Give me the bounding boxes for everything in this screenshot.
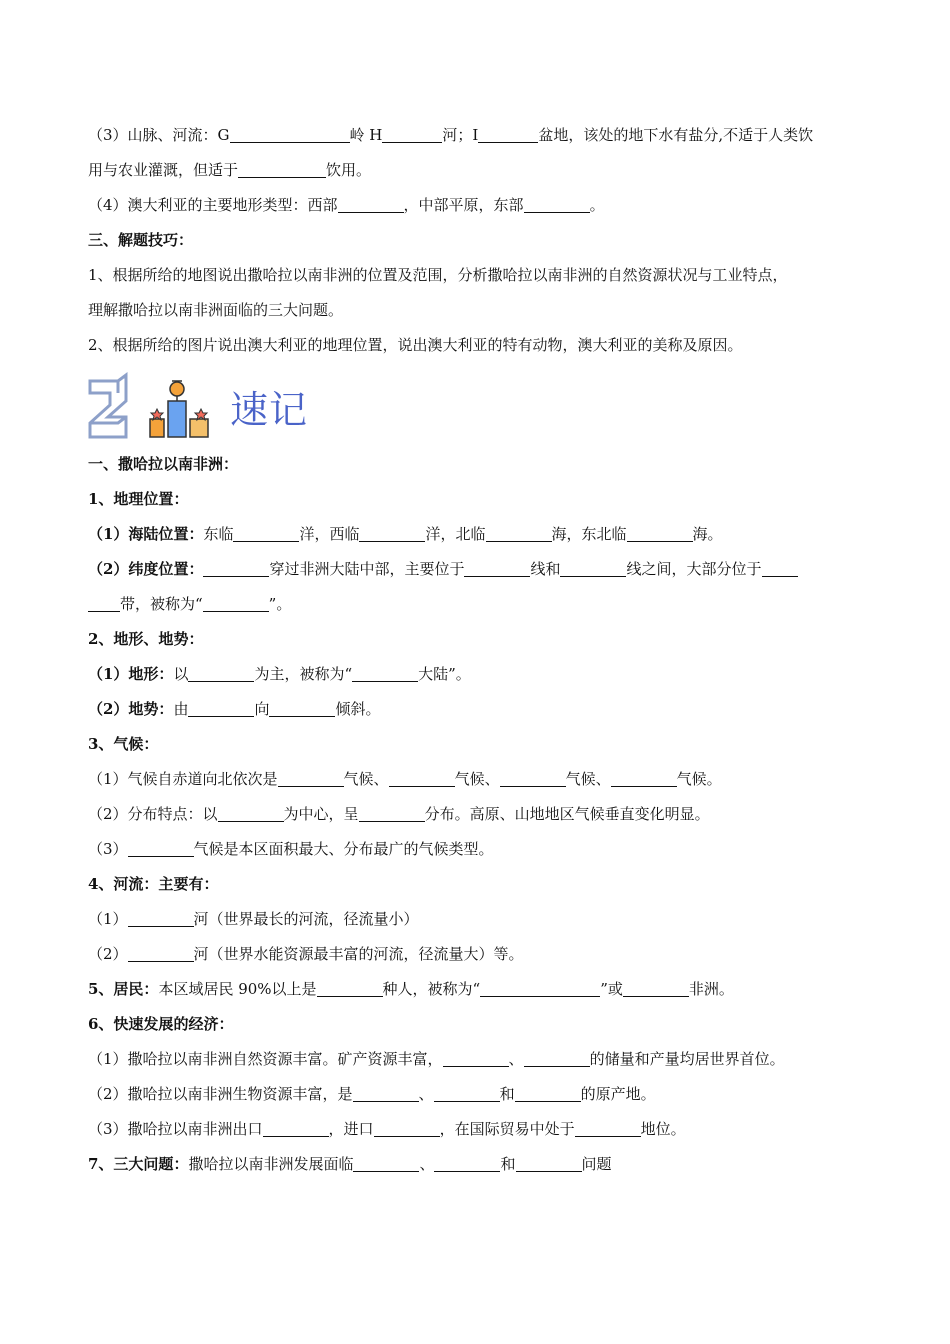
blank[interactable] — [434, 1153, 500, 1172]
river-2: （2） 河（世界水能资源最丰富的河流，径流量大）等。 — [88, 945, 524, 963]
blank[interactable] — [560, 558, 626, 577]
subheading-location: 1、地理位置： — [88, 490, 189, 508]
subheading-rivers: 4、河流：主要有： — [88, 875, 219, 893]
blank[interactable] — [762, 558, 798, 577]
podium-icon — [88, 371, 228, 441]
blank[interactable] — [486, 523, 552, 542]
blank[interactable] — [203, 593, 269, 612]
residents-line: 5、居民：本区域居民 90%以上是 种人，被称为“ ”或 非洲。 — [88, 980, 734, 998]
river-1: （1） 河（世界最长的河流，径流量小） — [88, 910, 419, 928]
blank[interactable] — [443, 1048, 509, 1067]
location-sea-land: （1）海陆位置：东临 洋，西临 洋，北临 海，东北临 海。 — [88, 525, 723, 543]
blank[interactable] — [230, 124, 350, 143]
tips-heading: 三、解题技巧： — [88, 231, 194, 249]
blank[interactable] — [269, 698, 335, 717]
logo-text: 速记 — [230, 388, 309, 432]
blank[interactable] — [128, 943, 194, 962]
blank[interactable] — [233, 523, 299, 542]
subheading-terrain: 2、地形、地势： — [88, 630, 204, 648]
blank[interactable] — [389, 768, 455, 787]
blank[interactable] — [464, 558, 530, 577]
economy-minerals: （1）撒哈拉以南非洲自然资源丰富。矿产资源丰富， 、 的储量和产量均居世界首位。 — [88, 1050, 785, 1068]
blank[interactable] — [524, 194, 590, 213]
economy-biology: （2）撒哈拉以南非洲生物资源丰富，是 、 和 的原产地。 — [88, 1085, 656, 1103]
blank[interactable] — [353, 1153, 419, 1172]
blank[interactable] — [515, 1083, 581, 1102]
blank[interactable] — [575, 1118, 641, 1137]
mountain-river-line-cont: 用与农业灌溉，但适于 饮用。 — [88, 161, 372, 179]
blank[interactable] — [359, 523, 425, 542]
section-heading: 一、撒哈拉以南非洲： — [88, 455, 239, 473]
quick-notes-logo — [88, 371, 878, 441]
landform-line: （4）澳大利亚的主要地形类型：西部 ，中部平原，东部 。 — [88, 196, 605, 214]
blank[interactable] — [524, 1048, 590, 1067]
climate-largest: （3） 气候是本区面积最大、分布最广的气候类型。 — [88, 840, 494, 858]
tips-paragraph-1: 1、根据所给的地图说出撒哈拉以南非洲的位置及范围，分析撒哈拉以南非洲的自然资源状况与工业特点， — [88, 266, 788, 284]
blank[interactable] — [374, 1118, 440, 1137]
climate-distribution: （2）分布特点：以 为中心，呈 分布。高原、山地地区气候垂直变化明显。 — [88, 805, 710, 823]
blank[interactable] — [128, 838, 194, 857]
blank[interactable] — [128, 908, 194, 927]
tips-paragraph-1-cont: 理解撒哈拉以南非洲面临的三大问题。 — [88, 301, 344, 319]
blank[interactable] — [359, 803, 425, 822]
terrain-slope: （2）地势：由 向 倾斜。 — [88, 700, 381, 718]
blank[interactable] — [623, 978, 689, 997]
blank[interactable] — [352, 663, 418, 682]
blank[interactable] — [382, 124, 442, 143]
blank[interactable] — [434, 1083, 500, 1102]
economy-trade: （3）撒哈拉以南非洲出口 ，进口 ，在国际贸易中处于 地位。 — [88, 1120, 686, 1138]
subheading-economy: 6、快速发展的经济： — [88, 1015, 234, 1033]
tips-paragraph-2: 2、根据所给的图片说出澳大利亚的地理位置，说出澳大利亚的特有动物，澳大利亚的美称及原因。 — [88, 336, 743, 354]
problems-line: 7、三大问题：撒哈拉以南非洲发展面临 、 和 问题 — [88, 1155, 612, 1173]
blank[interactable] — [188, 663, 254, 682]
blank[interactable] — [88, 593, 120, 612]
blank[interactable] — [516, 1153, 582, 1172]
blank[interactable] — [500, 768, 566, 787]
terrain-type: （1）地形：以 为主，被称为“ 大陆”。 — [88, 665, 471, 683]
blank[interactable] — [263, 1118, 329, 1137]
blank[interactable] — [338, 194, 404, 213]
location-latitude: （2）纬度位置： 穿过非洲大陆中部，主要位于 线和 线之间，大部分位于 — [88, 552, 878, 587]
location-latitude-cont: 带，被称为“ ”。 — [88, 587, 878, 622]
document-page — [88, 118, 878, 1182]
blank[interactable] — [353, 1083, 419, 1102]
climate-order: （1）气候自赤道向北依次是 气候、 气候、 气候、 气候。 — [88, 770, 722, 788]
blank[interactable] — [188, 698, 254, 717]
blank[interactable] — [478, 124, 538, 143]
blank[interactable] — [317, 978, 383, 997]
blank[interactable] — [218, 803, 284, 822]
subheading-climate: 3、气候： — [88, 735, 159, 753]
blank[interactable] — [278, 768, 344, 787]
blank[interactable] — [238, 159, 326, 178]
blank[interactable] — [480, 978, 600, 997]
blank[interactable] — [611, 768, 677, 787]
blank[interactable] — [203, 558, 269, 577]
blank[interactable] — [627, 523, 693, 542]
mountain-river-line: （3）山脉、河流：G 岭 H 河；I 盆地，该处的地下水有盐分,不适于人类饮 — [88, 126, 814, 144]
